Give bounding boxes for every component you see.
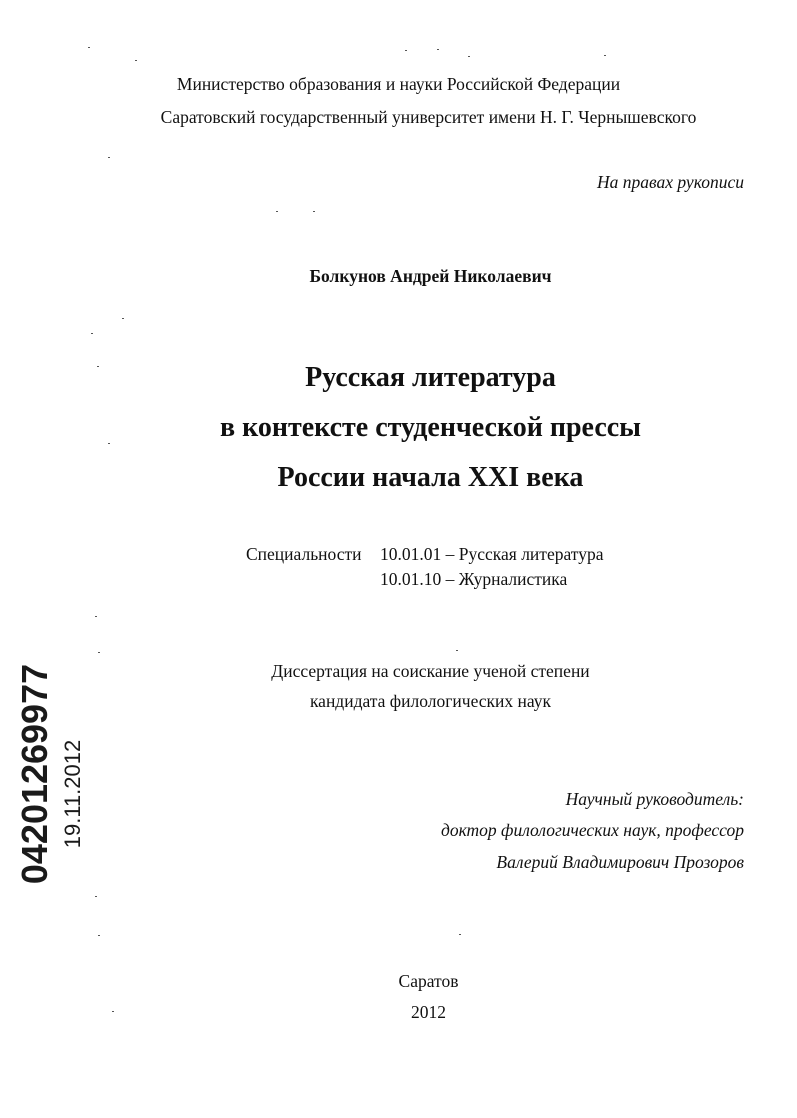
scan-speck xyxy=(437,49,439,50)
scan-speck xyxy=(95,896,97,897)
dissertation-line-1: Диссертация на соискание ученой степени xyxy=(271,661,590,681)
scan-speck xyxy=(459,934,461,935)
stamp-id-text: 04201269977 xyxy=(14,663,55,885)
year: 2012 xyxy=(411,1002,446,1022)
manuscript-note: На правах рукописи xyxy=(597,172,744,192)
stamp-date-text: 19.11.2012 xyxy=(60,739,85,849)
author-name: Болкунов Андрей Николаевич xyxy=(309,266,552,286)
scan-speck xyxy=(98,935,100,936)
scan-speck xyxy=(95,616,97,617)
scan-speck xyxy=(276,211,278,212)
title-line-3: России начала XXI века xyxy=(277,462,584,493)
specialties-label: Специальности xyxy=(246,544,362,564)
title-line-2: в контексте студенческой прессы xyxy=(219,412,642,443)
supervisor-name: Валерий Владимирович Прозоров xyxy=(496,852,744,872)
scan-speck xyxy=(135,60,137,61)
library-stamp-date xyxy=(60,735,86,853)
scan-speck xyxy=(88,47,90,48)
scan-speck xyxy=(313,211,315,212)
dissertation-line-2: кандидата филологических наук xyxy=(309,691,552,711)
scan-speck xyxy=(98,652,100,653)
supervisor-label: Научный руководитель: xyxy=(565,789,744,809)
scan-speck xyxy=(405,50,407,51)
scan-speck xyxy=(122,318,124,319)
specialty-item: 10.01.10 – Журналистика xyxy=(380,569,568,589)
supervisor-degree: доктор филологических наук, профессор xyxy=(440,820,744,840)
scan-speck xyxy=(604,55,606,56)
ministry-name: Министерство образования и науки Российской Федерации xyxy=(176,74,621,94)
scan-speck xyxy=(91,333,93,334)
scan-speck xyxy=(468,56,470,57)
scan-speck xyxy=(456,650,458,651)
university-name: Саратовский государственный университет имени Н. Г. Чернышевского xyxy=(160,107,697,127)
title-line-1: Русская литература xyxy=(305,362,556,393)
scan-speck xyxy=(108,157,110,158)
library-stamp-id xyxy=(15,660,55,888)
city: Саратов xyxy=(398,971,459,991)
specialty-item: 10.01.01 – Русская литература xyxy=(380,544,604,564)
